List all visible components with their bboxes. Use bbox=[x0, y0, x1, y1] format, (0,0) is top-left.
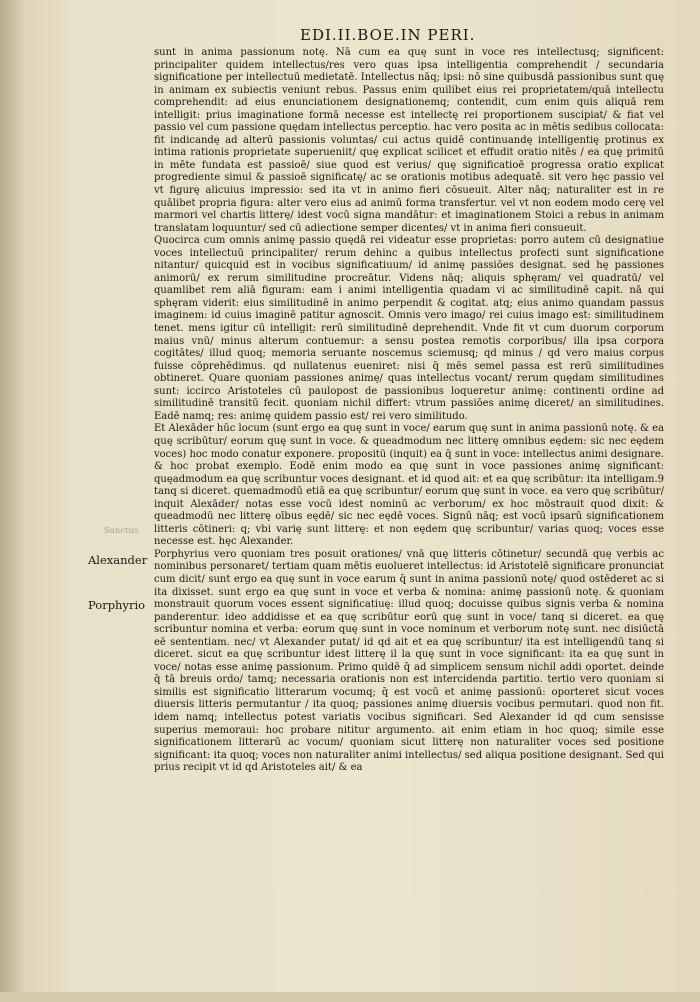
paragraph: Porphyrius vero quoniam tres posuit orationes/ vnā quę litteris cōtinetur/ secundā quę verbis ac nominibus personaret/ tertiam quam mētis euolueret intellectus: id Aristotelē significare pronunciat cum dicit/ sunt ergo ea quę sunt in voce earum q̄ sunt in anima passionū notę/ quod ostēderet ac si ita dixisset. sunt ergo ea quę sunt in voce et verba & nomina: animę passionū notę. & quoniam monstrauit quorum voces essent significatiuę: illud quoq; docuisse quibus signis verba & nomina panderentur. ideo addidisse et ea quę scribūtur eorū quę sunt in voce/ tanq si diceret. ea quę scribuntur nomina et verba: eorum quę sunt in voce nominum et verborum notę sunt. nec disiūctā eē sententiam. nec/ vt Alexander putat/ id qd ait et ea quę scribuntur/ ita est intelligendū tanq si diceret. sicut ea quę scribuntur idest litterę il la quę sunt in voce significant: ita ea quę sunt in voce/ notas esse animę passionum. Primo quidē q̄ ad simplicem sensum nichil addi oportet. deinde q̄ tā breuis ordo/ tamq; necessaria orationis non est intercidenda partitio. tertio vero quoniam si similis est significatio litterarum vocumq; q̄ est vocū et animę passionū: oporteret sicut voces diuersis litteris permutantur / ita quoq; passiones animę diuersis vocibus permutari. quod non fit. idem namq; intellectus potest variatis vocibus significari. Sed Alexander id qd cum sensisse superius memoraui: hoc probare nititur argumento. ait enim etiam in hoc quoq; simile esse significationem litterarū ac vocum/ quoniam sicut litterę non naturaliter voces sed positione significant: ita quoq; voces non naturaliter animi intellectus/ sed aliqua positione designant. Sed qui prius recipit vt id qd Aristoteles ait/ & ea bbox=[154, 548, 664, 774]
running-head: EDI.II.BOE.IN PERI. bbox=[300, 26, 476, 44]
page-bottom-edge bbox=[0, 992, 700, 1002]
faint-margin-note: Sanctus bbox=[104, 526, 139, 536]
paragraph: Quocirca cum omnis animę passio quędā rei videatur esse proprietas: porro autem cū designatiue voces intellectuū principaliter/ rerum dehinc a quibus intellectus profecti sunt significatione nitantur/ quicquid est in vocibus significatiuum/ id animę passiōes designat. sed hę passiones animorū/ ex rerum similitudine procreātur. Videns nāq; aliquis sphęram/ vel quadratū/ vel quamlibet rem aliā figuram: eam i animi intelligentia quadam vi ac similitudinē capit. nā qui sphęram viderit: eius similitudinē in animo perpendit & cogitat. atq; eius animo quandam passus imaginem: id cuius imaginē patitur agnoscit. Omnis vero imago/ rei cuius imago est: similitudinem tenet. mens igitur cū intelligit: rerū similitudinē deprehendit. Vnde fit vt cum duorum corporum maius vnū/ minus alterum contuemur: a sensu postea remotis corporibus/ illa ipsa corpora cogitātes/ illud quoq; memoria seruante noscemus sciemusq; qd minus / qd vero maius corpus fuisse cōprehēdimus. qd nullatenus eueniret: nisi q̄ mēs semel passa est rerū similitudines obtineret. Quare quoniam passiones animę/ quas intellectus vocant/ rerum quędam similitudines sunt: iccirco Aristoteles cū paulopost de passionibus loqueretur animę: continenti ordine ad similitudinē transitū fecit. quoniam nichil differt: vtrum passiōes animę diceret/ an similitudines. Eadē namq; res: animę quidem passio est/ rei vero similitudo. bbox=[154, 235, 664, 422]
margin-note-porphyrius: Porphyrio bbox=[88, 598, 146, 612]
paragraph: sunt in anima passionum notę. Nā cum ea quę sunt in voce res intellectusq; significent: principaliter quidem intellectus/res vero quas ipsa intelligentia comprehendit / secundaria significatione per intellectuū medietatē. Intellectus nāq; ipsi: nō sine quibusdā passionibus sunt quę in animam ex subiectis veniunt rebus. Passus enim quilibet eius rei proprietatem/quā intellectu comprehendit: ad eius enunciationem designationemq; contendit, cum enim quis aliquā rem intelligit: prius imaginatione formā necesse est intellectę rei proportionem suscipiat/ & fiat vel passio vel cum passione quędam intellectus perceptio. hac vero posita ac in mētis sedibus collocata: fit indicandę ad alterū passionis voluntas/ cui actus quidē continuandę intelligentię protinus ex intima rationis proprietate superueniit/ quę explicat scilicet et effudit oratio nitēs / ea quę primitū in mēte fundata est passioē/ siue quod est verius/ quę significatioē progressa oratio explicat progrediente simul & passioē significatę/ ac se orationis motibus adequatē. sit vero hęc passio vel vt figurę alicuius impressio: sed ita vt in animo fieri cōsueuit. Alter nāq; naturaliter est in re quālibet propria figura: alter vero eius ad animū forma transfertur. vel vt non eodem modo cerę vel marmori vel chartis litterę/ idest vocū signa mandātur: et imaginationem Stoici a rebus in animam translatam loquuntur/ sed cū adiectione semper dicentes/ vt in anima fieri consueuit. bbox=[154, 47, 664, 234]
margin-note-alexander: Alexander bbox=[88, 553, 148, 567]
main-text-block bbox=[154, 47, 664, 775]
paragraph: Et Alexāder hūc locum (sunt ergo ea quę sunt in voce/ earum quę sunt in anima passionū notę. & ea quę scribūtur/ eorum quę sunt in voce. & queadmodum nec litterę omnibus eędem: sic nec eędem voces) hoc modo conatur exponere. propositū (inquit) ea q̄ sunt in voce: intellectus animi designare. & hoc probat exemplo. Eodē enim modo ea quę sunt in voce passiones animę significant: quęadmodum ea quę scribuntur voces designant. et id quod ait: et ea quę scribūtur: ita intelligam.9 tanq si diceret. quemadmodū etiā ea quę scribuntur/ eorum quę sunt in voce. ea vero quę scribūtur/ inquit Alexāder/ notas esse vocū idest nominū ac verborum/ ex hoc mōstrauit quod dixit: & queadmodū nec litterę oībus eędē/ sic nec eędē voces. Signū nāq; est vocū ipsarū significationem litteris cōtineri: q; vbi varię sunt litterę: et non eędem quę scribuntur/ varias quoq; voces esse necesse est. hęc Alexander. bbox=[154, 423, 664, 548]
